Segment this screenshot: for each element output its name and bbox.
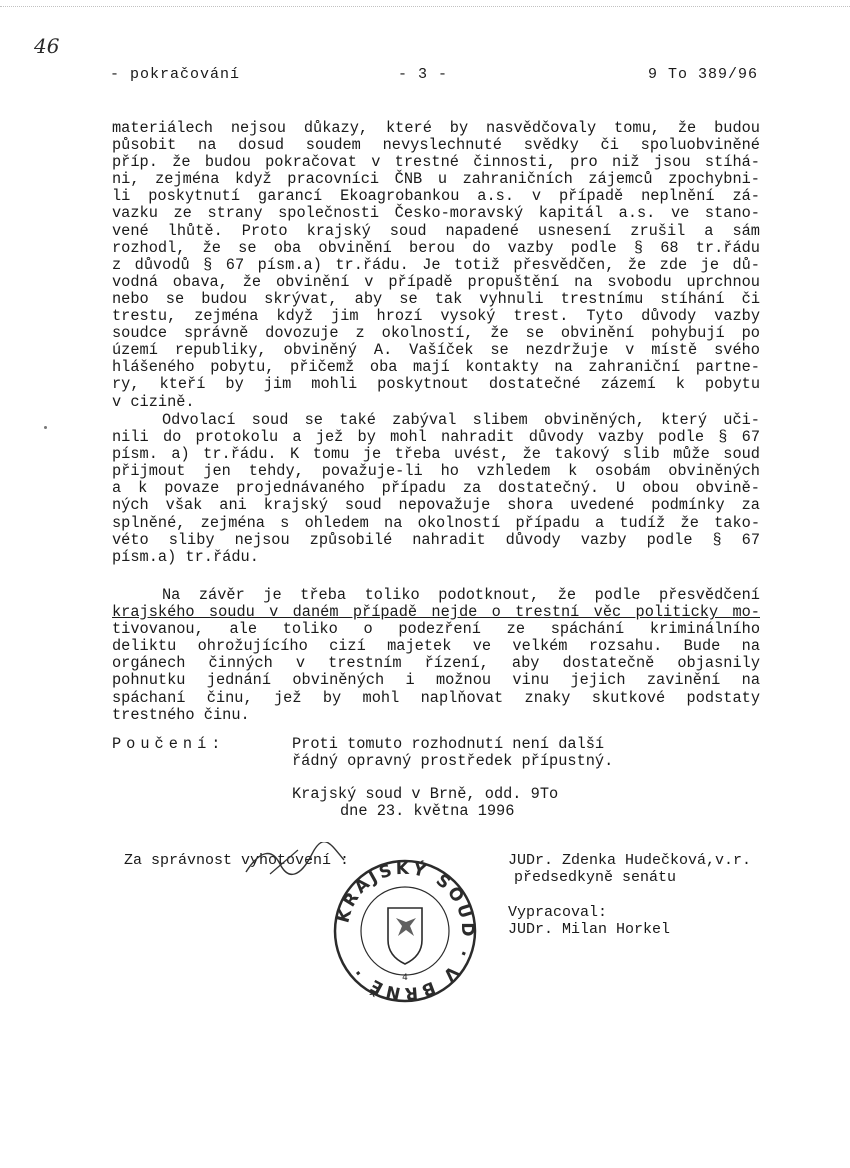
text-line: véto sliby nejsou způsobilé nahradit důvody vazby podle § 67	[112, 530, 760, 549]
scan-mark	[44, 426, 47, 429]
header-page-number: - 3 -	[398, 66, 449, 83]
text-line: vené lhůtě. Proto krajský soud napadené usnesení zrušil a sám	[112, 221, 760, 240]
header-continuation: - pokračování	[110, 66, 241, 83]
scan-artifact	[0, 6, 850, 13]
judge-suffix: ,v.r.	[706, 852, 752, 869]
text-line: soudce správně dovozuje z okolností, že se obvinění pohybují po	[112, 324, 760, 343]
text-line: Odvolací soud se také zabýval slibem obviněných, který uči-	[162, 411, 760, 429]
text-line: ry, kteří by jim mohli poskytnout dostatečné zázemí k pobytu	[112, 375, 760, 394]
text-line: písm. a) tr.řádu. K tomu je třeba uvést, že takový slib může soud	[112, 445, 760, 464]
instruction-line: Proti tomuto rozhodnutí není další	[292, 735, 605, 753]
instruction-line: řádný opravný prostředek přípustný.	[292, 752, 614, 771]
text-line: ných však ani krajský soud nepovažuje shora uvedené podmínky za	[112, 496, 760, 515]
prepared-by	[508, 904, 670, 938]
instruction-label: Poučení:	[112, 735, 226, 753]
text-line: tivovanou, ale toliko o podezření ze spáchání kriminálního	[112, 620, 760, 639]
certification-label: Za správnost vyhotovení :	[124, 852, 350, 869]
text-line: nili do protokolu a jež by mohl nahradit důvody vazby podle § 67	[112, 428, 760, 447]
text-line: rozhodl, že se oba obvinění berou do vazby podle § 68 tr.řádu	[112, 238, 760, 257]
text-line: působit na dosud soudem nevyslechnuté svědky či spoluobviněné	[112, 136, 760, 155]
svg-text:KRAJSKÝ SOUD · V BRNĚ ·: KRAJSKÝ SOUD · V BRNĚ ·	[333, 858, 478, 1004]
text-line: písm.a) tr.řádu.	[112, 547, 259, 566]
text-line: pohnutku jednání obviněných i možnou vinu jejich zavinění na	[112, 671, 760, 690]
text-line: Na závěr je třeba toliko podotknout, že podle přesvědčení	[162, 586, 760, 604]
handwritten-folio-number: 46	[34, 34, 60, 58]
header-case-number: 9 To 389/96	[648, 66, 759, 83]
text-line: orgánech činných v trestním řízení, aby dostatečně objasnily	[112, 654, 760, 673]
court-and-date	[292, 786, 558, 820]
text-line: území republiky, obviněný A. Vašíček se nezdržuje v místě svého	[112, 341, 760, 360]
court-seal-stamp	[330, 856, 480, 1006]
prepared-name: JUDr. Milan Horkel	[508, 921, 671, 939]
text-line: deliktu ohrožujícího cizí majetek ve velkém rozsahu. Bude na	[112, 637, 760, 656]
decision-date: dne 23. května 1996	[340, 802, 515, 821]
paragraph-conclusion	[112, 587, 760, 724]
text-line: vazku ze strany společnosti Česko-moravský kapitál a.s. ve stano-	[112, 204, 760, 223]
court-name: Krajský soud v Brně, odd. 9To	[292, 785, 559, 803]
paragraph-promise	[112, 412, 760, 566]
text-line: z důvodů § 67 písm.a) tr.řádu. Je totiž přesvědčen, že zde je dů-	[112, 255, 760, 274]
text-line: hlášeného pobytu, přičemž oba mají kontakty na zahraniční partne-	[112, 358, 760, 377]
text-line: ni, zejména když pracovníci ČNB u zahraničních zájemců zpochybni-	[112, 170, 760, 189]
text-line: v cizině.	[112, 392, 195, 411]
presiding-judge	[508, 852, 751, 886]
text-line: trestu, zejména když jim hrozí vysoký trest. Tyto důvody vazby	[112, 307, 760, 326]
text-line: přijmout jen tehdy, považuje-li ho vzhledem k osobám obviněných	[112, 462, 760, 481]
text-line: materiálech nejsou důkazy, které by nasvědčovaly tomu, že budou	[112, 119, 760, 137]
text-line: li poskytnutí garancí Ekoagrobankou a.s. v případě neplnění zá-	[112, 187, 760, 206]
prepared-label: Vypracoval:	[508, 904, 608, 921]
text-line: příp. že budou pokračovat v trestné činnosti, pro niž jsou stíhá-	[112, 153, 760, 172]
text-line: a k povaze projednávaného případu za dostatečný. U obou obvině-	[112, 479, 760, 498]
judge-name: JUDr. Zdenka Hudečková	[508, 852, 707, 869]
text-line: vodná obava, že obvinění v případě propuštění na svobodu uprchnou	[112, 272, 760, 291]
seal-number: 4	[402, 973, 408, 983]
text-line: trestného činu.	[112, 705, 250, 724]
text-line-underlined: krajského soudu v daném případě nejde o trestní věc politicky mo-	[112, 603, 760, 622]
instruction-text	[292, 736, 613, 770]
text-line: spáchaní činu, jež by mohl naplňovat znaky skutkové podstaty	[112, 688, 760, 707]
text-line: splněné, zejména s ohledem na okolností případu a tudíž že tako-	[112, 513, 760, 532]
judge-role: předsedkyně senátu	[514, 869, 677, 887]
text-line: nebo se budou skrývat, aby se tak vyhnuli trestnímu stíhání či	[112, 289, 760, 308]
paragraph-detention-grounds	[112, 120, 760, 411]
